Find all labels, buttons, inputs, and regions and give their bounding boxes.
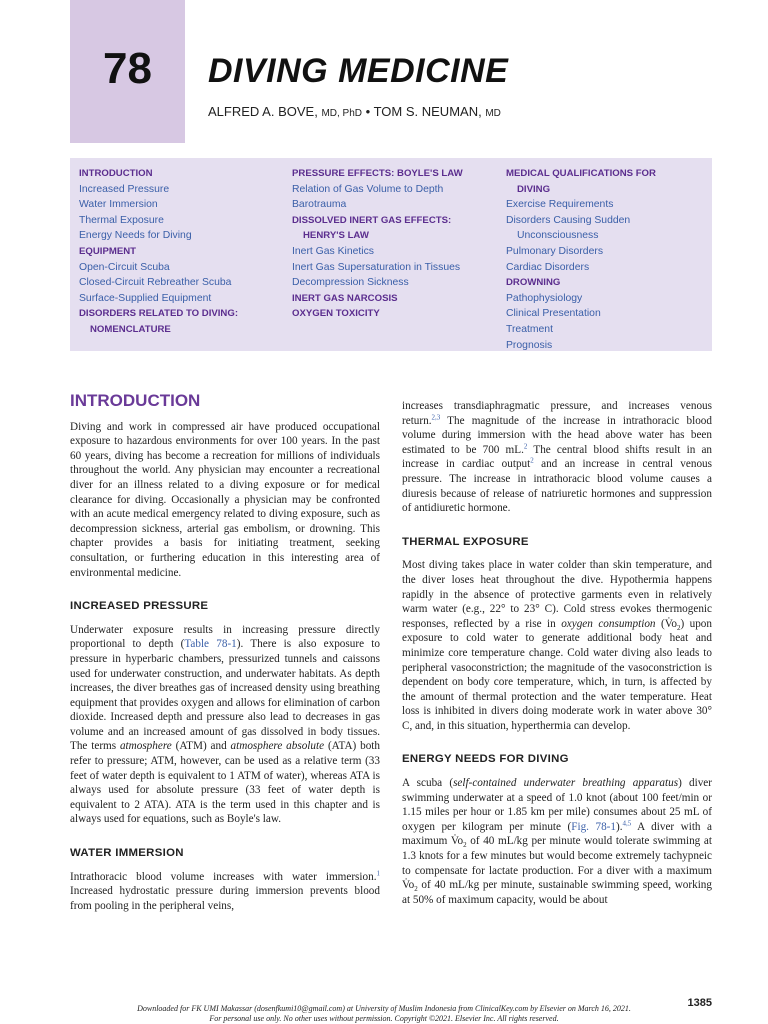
author-2: TOM S. NEUMAN,	[373, 104, 482, 119]
term-atmosphere: atmosphere	[119, 740, 172, 753]
authors-line	[208, 104, 501, 119]
outline-item[interactable]: PRESSURE EFFECTS: BOYLE'S LAW	[292, 168, 463, 179]
term-atmosphere-absolute: atmosphere absolute	[230, 740, 325, 753]
immersion-text-1: Intrathoracic blood volume increases with water immersion.	[70, 870, 377, 883]
rc-text-3: The central blood shifts result in an increase in cardiac output	[402, 443, 713, 471]
intro-paragraph: Diving and work in compressed air have produced occupational exposure to hazardous environments for over 100 years. In the past 60 years, diving has become a recreation for millions of individuals throughout the world. Any physician may encounter a recreational diver for an illness related to a diving exposure or for medical clearance for diving. Occasionally a physician may be confronted with an acute medical emergency related to diving exposure, such as decompression sickness, arterial gas embolism, or drowning. This chapter provides a basis for initiating treatment, seeking consultation, or furthering education in this interesting area of environmental medicine.	[70, 420, 380, 579]
outline-column-2	[292, 166, 463, 322]
citation-2a[interactable]: 2	[523, 442, 528, 451]
outline-item[interactable]: Energy Needs for Diving	[79, 230, 192, 242]
outline-item[interactable]: Cardiac Disorders	[506, 261, 590, 273]
outline-item[interactable]: HENRY'S LAW	[303, 230, 369, 242]
thermal-text-3: ) upon exposure to cold water to generate additional body heat and minimize core temperature change. Cold water diving also leads to peripheral vasoconstriction; the magnitude of the vasoconstriction is dependent on body core temperature, which, in turn, is affected by the amount of thermal protection and the water temperature. Heat loss is inhibited in divers doing moderate work in water above 30° C, and, in this situation, hyperthermia can develop.	[402, 617, 712, 732]
subscript-2: 2	[676, 623, 681, 632]
energy-text-1: A scuba (	[402, 777, 454, 790]
outline-item[interactable]: Pulmonary Disorders	[506, 245, 604, 257]
outline-item[interactable]: Inert Gas Supersaturation in Tissues	[292, 261, 461, 273]
outline-item[interactable]: Decompression Sickness	[292, 277, 409, 289]
outline-item[interactable]: Closed-Circuit Rebreather Scuba	[79, 277, 232, 289]
energy-text-2: ) diver swimming underwater at a speed of 1.0 knot (about 100 feet/min or 1.15 miles per hour or 1.85 km per mile) consumes about 25 mL of oxygen per kilogram per minute (	[402, 777, 712, 833]
outline-item[interactable]: Increased Pressure	[79, 183, 170, 195]
copyright-footer: For personal use only. No other uses without permission. Copyright ©2021. Elsevier Inc. All rights reserved.	[209, 1014, 559, 1023]
outline-item[interactable]: Relation of Gas Volume to Depth	[292, 183, 444, 195]
outline-item[interactable]: INERT GAS NARCOSIS	[292, 292, 398, 304]
right-column	[402, 399, 712, 907]
thermal-paragraph	[402, 558, 712, 733]
rc-text-4: and an increase in central venous pressure. The increase in intrathoracic blood volume causes a diuresis because of release of natriuretic hormones and suppression of antidiuretic hormone.	[402, 458, 713, 515]
left-column	[70, 391, 380, 913]
thermal-text-1: Most diving takes place in water colder than skin temperature, and the diver loses heat throughout the dive. Hypothermia happens rapidly in the absence of protective garments even in relatively warm water (e.g., 22° to 23° C). Cold stress evokes thermogenic responses, reflected by a rise in	[402, 559, 712, 630]
energy-text-3: ).	[616, 820, 623, 833]
pressure-text-2: ). There is also exposure to pressure in hyperbaric chambers, pressurized tunnels and caissons used for underwater construction, and underwater habitats. As depth increases, the diver breathes gas of increased density using breathing equipment that provides oxygen and allows for elimination of carbon dioxide. Increased depth and pressure also lead to decreases in gas volume and an increased amount of gas dissolved in body tissues. The terms	[70, 638, 380, 753]
pressure-text-4: (ATA) both refer to pressure; ATM, however, can be used as a relative term (33 feet of water depth is equivalent to 1 ATM of water), whereas ATA is always used for absolute pressure (33 feet of water depth is equivalent to 2 ATA). ATA is the term used in this chapter and is always used for equations, such as Boyle's law.	[70, 740, 380, 826]
outline-item[interactable]: Barotrauma	[292, 199, 347, 211]
outline-item[interactable]: DISSOLVED INERT GAS EFFECTS:	[292, 214, 452, 226]
citation-4-5[interactable]: 4,5	[622, 819, 632, 828]
outline-item[interactable]: Disorders Causing Sudden	[506, 214, 631, 226]
outline-item[interactable]: OXYGEN TOXICITY	[292, 308, 380, 320]
outline-item[interactable]: Treatment	[506, 323, 553, 335]
chapter-outline-box	[70, 158, 712, 351]
author-1: ALFRED A. BOVE,	[208, 104, 318, 119]
author-2-degree: MD	[485, 108, 501, 119]
chapter-title: DIVING MEDICINE	[208, 52, 509, 90]
outline-column-1	[79, 166, 238, 338]
outline-item[interactable]: DIVING	[517, 183, 551, 195]
citation-1[interactable]: 1	[376, 868, 380, 877]
outline-item[interactable]: DISORDERS RELATED TO DIVING:	[79, 308, 239, 320]
outline-item[interactable]: Pathophysiology	[506, 292, 583, 304]
outline-item[interactable]: MEDICAL QUALIFICATIONS FOR	[506, 168, 656, 179]
energy-text-5: of 40 mL/kg per minute would tolerate swimming at 1.3 knots for a few minutes but would become extremely tachypneic to compensate for lactate production. For a diver with a maximum V̇o	[402, 835, 712, 892]
subheading-thermal-exposure: THERMAL EXPOSURE	[402, 535, 529, 548]
subscript-2a: 2	[463, 841, 467, 850]
outline-item[interactable]: NOMENCLATURE	[90, 323, 171, 335]
outline-item[interactable]: Thermal Exposure	[79, 214, 164, 226]
author-separator: •	[365, 104, 371, 119]
outline-item[interactable]: Unconsciousness	[517, 230, 599, 242]
outline-item[interactable]: Water Immersion	[79, 199, 158, 211]
outline-item[interactable]: DROWNING	[506, 277, 561, 289]
energy-text-6: of 40 mL/kg per minute, sustainable swimming speed, working at 50% of maximum capacity, would be about	[402, 879, 712, 906]
pressure-text-1: Underwater exposure results in increasing pressure directly proportional to depth (	[70, 623, 380, 651]
subheading-increased-pressure: INCREASED PRESSURE	[70, 600, 209, 613]
citation-2b[interactable]: 2	[530, 456, 534, 465]
section-heading-introduction: INTRODUCTION	[70, 391, 201, 410]
author-1-degree: MD, PhD	[321, 108, 363, 119]
term-scuba: self-contained underwater breathing apparatus	[453, 777, 679, 790]
download-footer: Downloaded for FK UMI Makassar (dosenfkumi10@gmail.com) at University of Muslim Indonesia from ClinicalKey.com by Elsevier on March 16, 2021.	[137, 1004, 631, 1013]
immersion-text-2: Increased hydrostatic pressure during immersion prevents blood from pooling in the peripheral veins,	[70, 885, 380, 912]
rc-text-1: increases transdiaphragmatic pressure, and increases venous return.	[402, 400, 712, 427]
citation-2-3[interactable]: 2,3	[431, 412, 441, 421]
outline-item[interactable]: Exercise Requirements	[506, 199, 614, 211]
chapter-number-box	[70, 0, 185, 143]
term-oxygen-consumption: oxygen consumption	[561, 617, 656, 630]
outline-item[interactable]: Clinical Presentation	[506, 308, 601, 320]
outline-item[interactable]: Prognosis	[506, 339, 553, 351]
figure-link[interactable]: Fig. 78-1	[571, 820, 616, 833]
outline-item[interactable]: Inert Gas Kinetics	[292, 245, 375, 257]
pressure-paragraph	[70, 623, 380, 827]
table-link[interactable]: Table 78-1	[184, 638, 237, 651]
energy-text-4: A diver with a maximum V̇o	[402, 820, 713, 848]
chapter-number: 78	[103, 44, 152, 93]
rc-text-2: The magnitude of the increase in intrathoracic blood volume during immersion with the head above water has been estimated to be 700 mL.	[402, 414, 712, 456]
energy-paragraph	[402, 776, 712, 907]
thermal-text-2: (V̇o	[655, 617, 677, 630]
outline-item[interactable]: Open-Circuit Scuba	[79, 261, 170, 273]
outline-item[interactable]: EQUIPMENT	[79, 245, 137, 257]
subheading-water-immersion: WATER IMMERSION	[70, 847, 184, 860]
outline-item[interactable]: Surface-Supplied Equipment	[79, 292, 212, 304]
outline-item[interactable]: INTRODUCTION	[79, 168, 153, 179]
subscript-2b: 2	[414, 885, 418, 894]
page-number: 1385	[687, 997, 712, 1009]
immersion-continued-paragraph	[402, 399, 712, 516]
subheading-energy-needs: ENERGY NEEDS FOR DIVING	[402, 753, 569, 766]
pressure-text-3: (ATM) and	[171, 740, 231, 753]
immersion-paragraph	[70, 870, 380, 914]
outline-column-3	[506, 166, 656, 353]
